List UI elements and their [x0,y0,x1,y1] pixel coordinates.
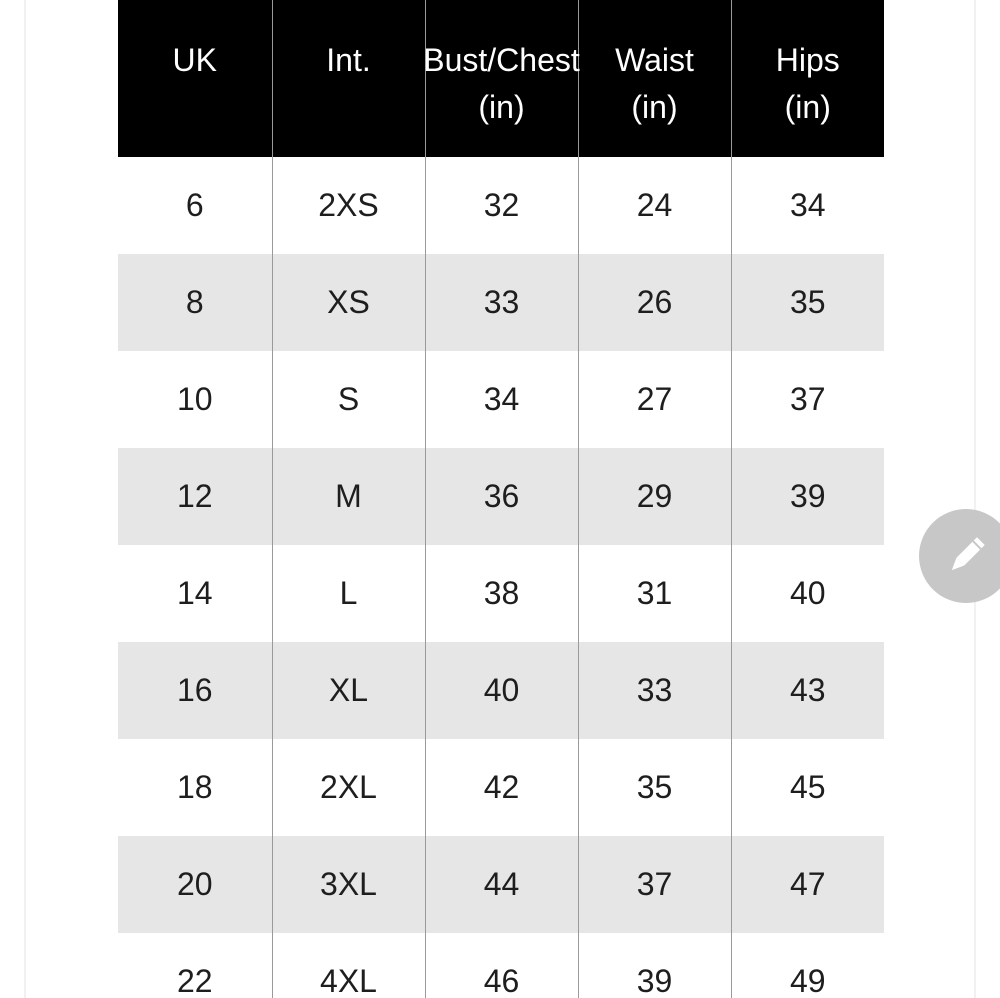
header-int [272,0,425,157]
cell-int: M [272,448,425,545]
left-divider [24,0,26,998]
cell-hips: 43 [731,642,884,739]
header-waist [578,0,731,157]
pencil-icon [941,531,991,581]
cell-hips: 45 [731,739,884,836]
cell-int: XS [272,254,425,351]
table-row [118,448,884,545]
table-row [118,739,884,836]
size-chart-table [118,0,884,998]
cell-int: 4XL [272,933,425,998]
cell-uk: 22 [118,933,272,998]
cell-int: L [272,545,425,642]
cell-waist: 33 [578,642,731,739]
cell-hips: 40 [731,545,884,642]
cell-uk: 10 [118,351,272,448]
header-int-label: Int. [326,42,371,78]
right-divider [974,0,976,998]
table-row [118,254,884,351]
cell-bust: 34 [425,351,578,448]
cell-waist: 37 [578,836,731,933]
cell-bust: 46 [425,933,578,998]
cell-int: 2XS [272,157,425,254]
cell-waist: 39 [578,933,731,998]
cell-uk: 12 [118,448,272,545]
table-row [118,836,884,933]
table-header-row [118,0,884,157]
header-uk-label: UK [172,42,217,78]
cell-int: 2XL [272,739,425,836]
header-bust-chest [425,0,578,157]
header-hips-label: Hips [775,42,840,78]
cell-bust: 33 [425,254,578,351]
table-row [118,351,884,448]
cell-uk: 16 [118,642,272,739]
cell-uk: 18 [118,739,272,836]
cell-waist: 26 [578,254,731,351]
header-waist-label: Waist [615,42,694,78]
cell-waist: 29 [578,448,731,545]
cell-bust: 44 [425,836,578,933]
cell-hips: 47 [731,836,884,933]
cell-int: XL [272,642,425,739]
cell-waist: 31 [578,545,731,642]
table-row [118,157,884,254]
table-row [118,933,884,998]
header-hips [731,0,884,157]
cell-waist: 35 [578,739,731,836]
table-row [118,545,884,642]
edit-button[interactable] [919,509,1000,603]
cell-bust: 38 [425,545,578,642]
cell-uk: 8 [118,254,272,351]
header-bust-chest-unit: (in) [478,89,525,125]
cell-waist: 27 [578,351,731,448]
cell-hips: 49 [731,933,884,998]
cell-bust: 32 [425,157,578,254]
header-bust-chest-label: Bust/Chest [423,42,580,78]
cell-hips: 39 [731,448,884,545]
cell-bust: 36 [425,448,578,545]
cell-uk: 14 [118,545,272,642]
header-hips-unit: (in) [784,89,831,125]
cell-int: S [272,351,425,448]
cell-uk: 20 [118,836,272,933]
header-waist-unit: (in) [631,89,678,125]
cell-uk: 6 [118,157,272,254]
table-row [118,642,884,739]
cell-hips: 37 [731,351,884,448]
cell-int: 3XL [272,836,425,933]
cell-hips: 35 [731,254,884,351]
cell-bust: 40 [425,642,578,739]
cell-hips: 34 [731,157,884,254]
cell-waist: 24 [578,157,731,254]
header-uk [118,0,272,157]
cell-bust: 42 [425,739,578,836]
